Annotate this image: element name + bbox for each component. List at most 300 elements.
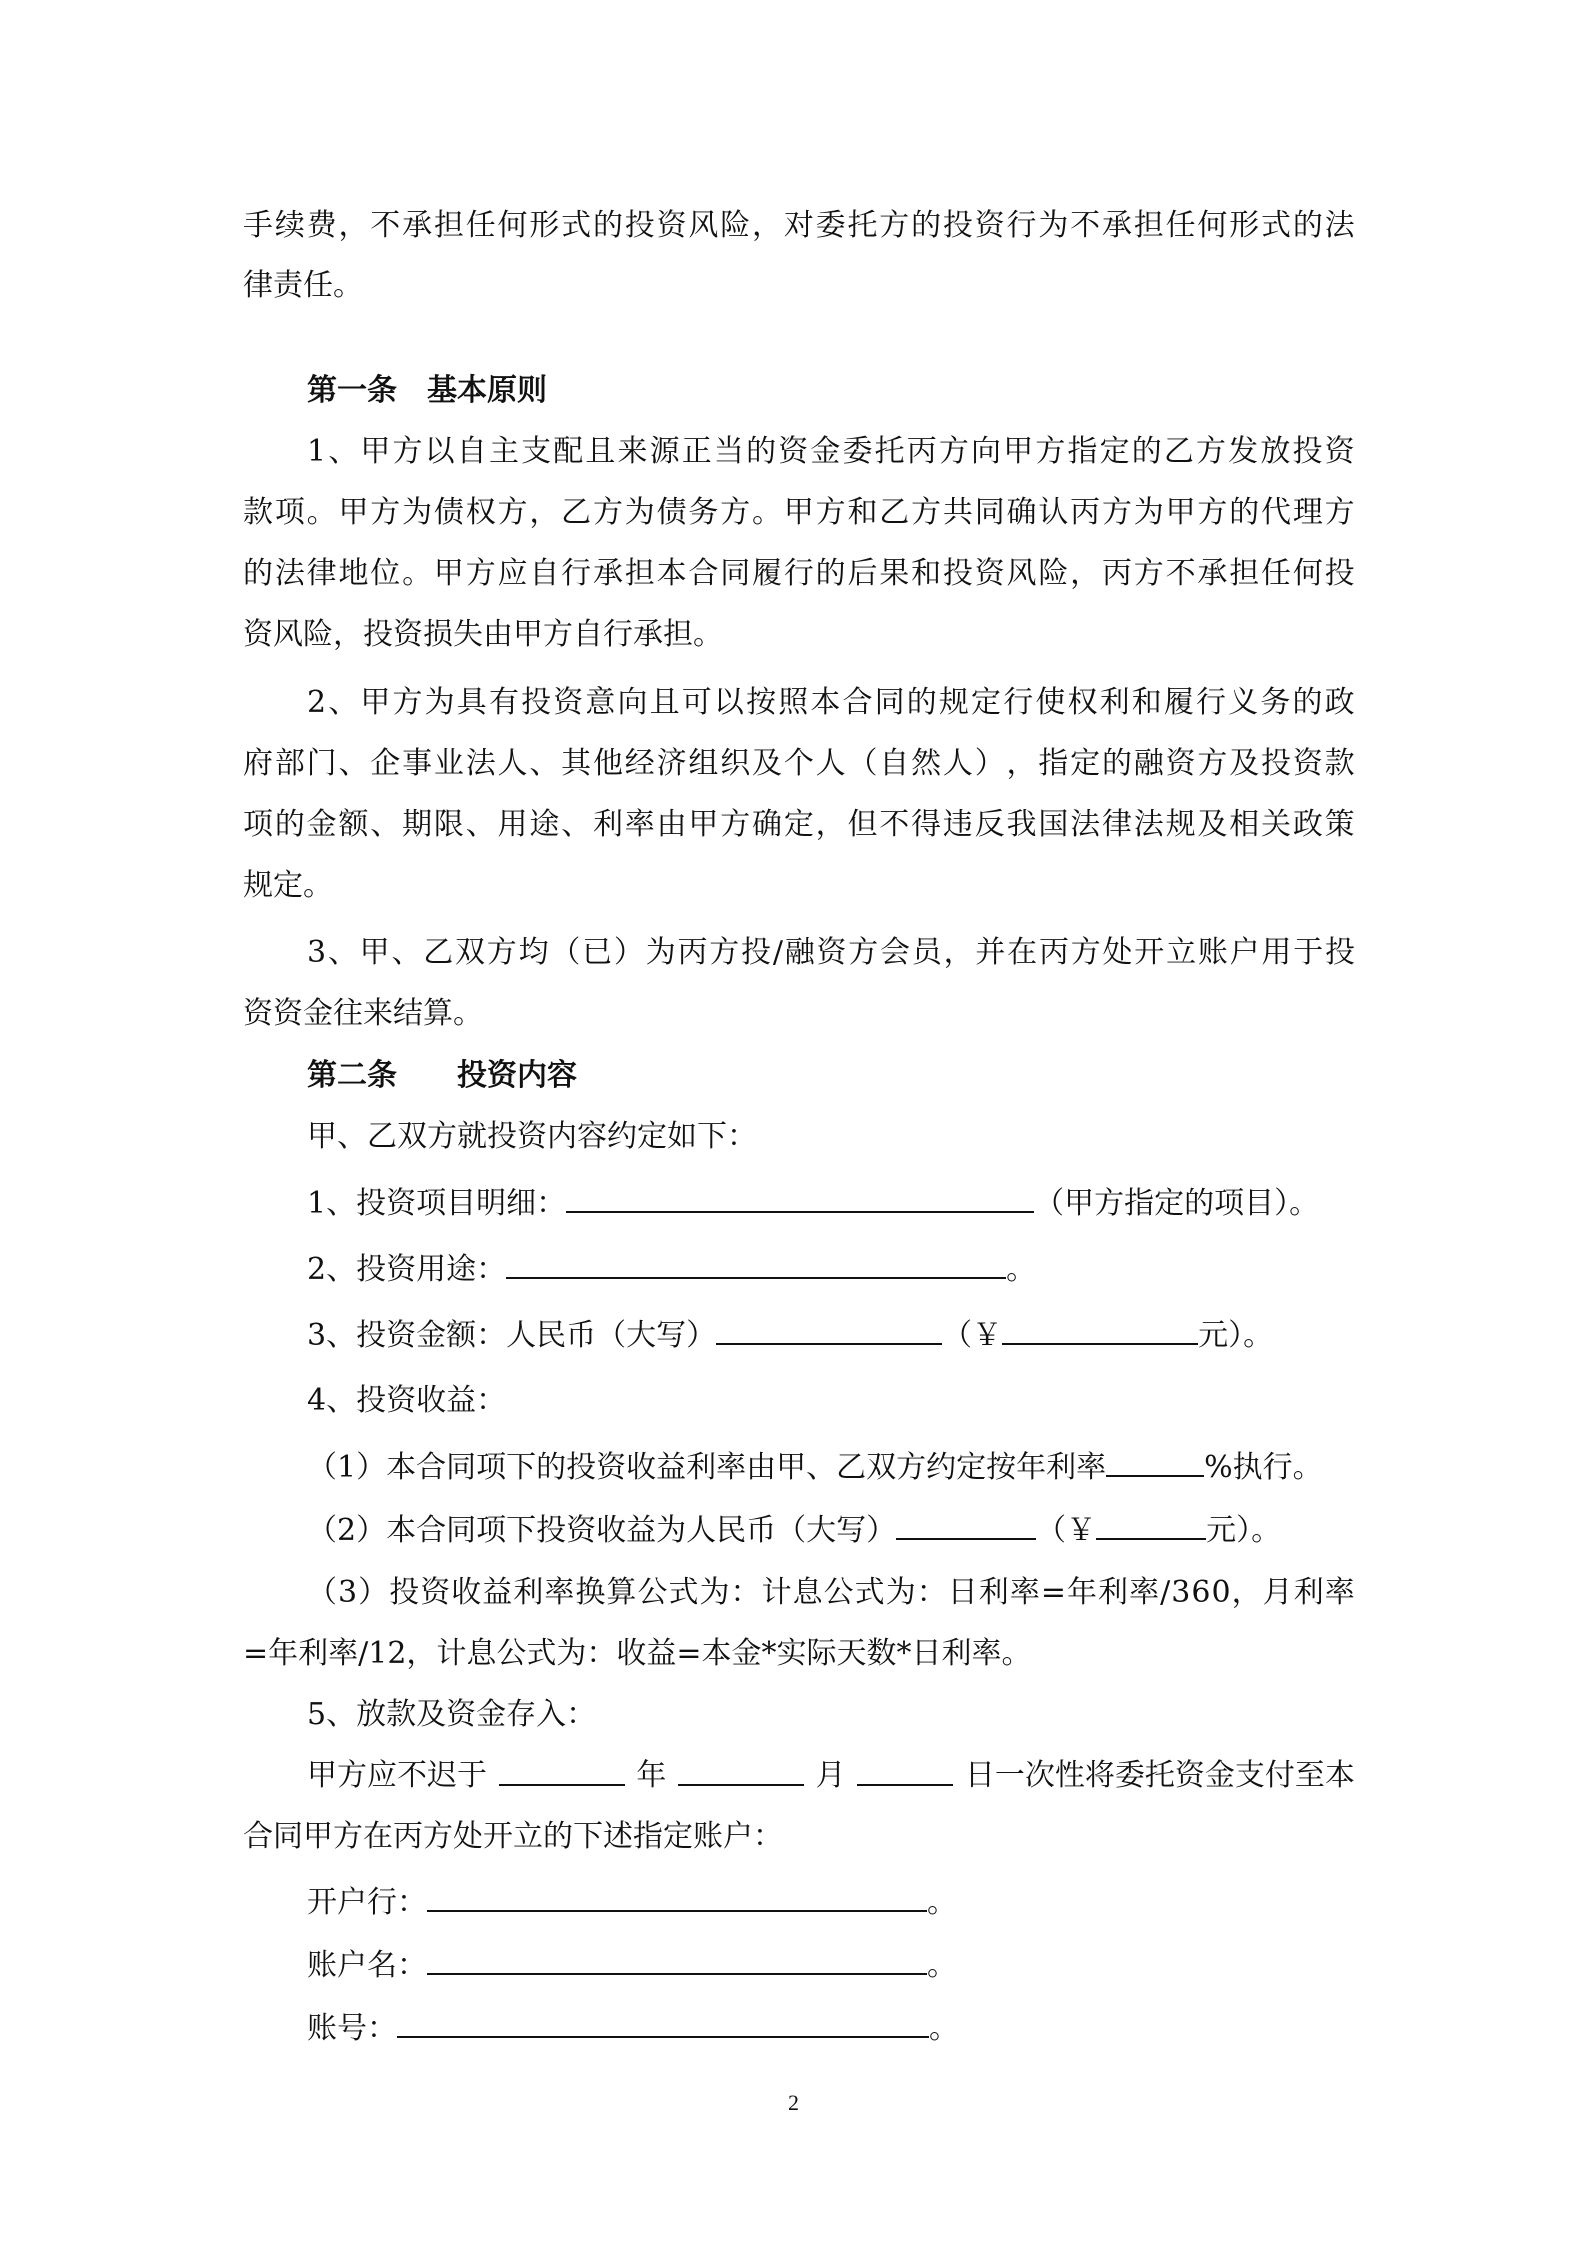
glyph: 投 [1292, 434, 1323, 469]
glyph: 方 [497, 495, 528, 530]
glyph: 乙 [423, 935, 454, 970]
glyph: 委 [815, 208, 846, 243]
glyph: ， [1070, 556, 1101, 591]
glyph: 形 [529, 208, 560, 243]
glyph: 途 [529, 807, 560, 842]
glyph: 风 [1006, 556, 1037, 591]
glyph: 个 [783, 746, 814, 781]
glyph: 式 [854, 1575, 885, 1610]
glyph: 行 [561, 556, 592, 591]
glyph: 利 [513, 1575, 544, 1610]
form-line-bank [307, 1882, 957, 1923]
glyph: 甲 [359, 935, 390, 970]
glyph: 同 [874, 685, 905, 720]
glyph: 方 [370, 495, 401, 530]
glyph: （ [847, 746, 878, 781]
glyph: 担 [1133, 208, 1164, 243]
text: （2）本合同项下投资收益为人民币（大写） [307, 1513, 897, 1548]
glyph: 方 [1070, 935, 1101, 970]
article-heading: 第二条 投资内容 [307, 1058, 577, 1093]
glyph: 算 [606, 1575, 637, 1610]
glyph: 企 [370, 746, 401, 781]
glyph: 率 [544, 1575, 575, 1610]
glyph: 确 [752, 807, 782, 842]
glyph: 任 [465, 208, 496, 243]
glyph: 承 [402, 208, 433, 243]
text: 2、投资用途： [307, 1252, 507, 1287]
glyph: 理 [1292, 495, 1323, 530]
glyph: 均 [518, 935, 549, 970]
text: （甲方指定的项目）。 [1034, 1186, 1320, 1221]
glyph: 支 [521, 434, 552, 469]
page-number: 2 [788, 2090, 799, 2115]
glyph: 0 [1211, 1575, 1231, 1610]
text: 。 [929, 2011, 959, 2046]
glyph: 共 [942, 495, 973, 530]
glyph: 乙 [879, 495, 910, 530]
paragraph-line [243, 493, 1355, 533]
glyph: 放 [1260, 434, 1291, 469]
glyph: 自 [879, 746, 910, 781]
glyph: 代 [1261, 495, 1291, 530]
glyph: / [1160, 1575, 1171, 1610]
glyph: 行 [1003, 685, 1034, 720]
glyph: 额 [338, 807, 369, 842]
glyph: 乙 [1163, 434, 1194, 469]
amount-uppercase-blank[interactable] [716, 1315, 942, 1345]
glyph: 履 [752, 556, 782, 591]
glyph: 方 [1197, 495, 1228, 530]
glyph: 业 [433, 746, 464, 781]
glyph: 承 [1101, 208, 1132, 243]
glyph: 不 [370, 208, 401, 243]
glyph: 户 [1229, 935, 1260, 970]
glyph: 投 [389, 1575, 420, 1610]
glyph: 投 [1261, 746, 1291, 781]
glyph: 的 [746, 434, 777, 469]
glyph: 何 [497, 208, 528, 243]
glyph: 承 [1197, 556, 1228, 591]
glyph: 及 [1197, 807, 1228, 842]
paragraph-line [307, 1573, 1355, 1613]
glyph: 甲 [433, 556, 464, 591]
glyph: 得 [911, 807, 942, 842]
glyph: 正 [681, 434, 712, 469]
text: 日一次性将委托资金支付至本 [964, 1758, 1355, 1793]
glyph: 定 [783, 807, 814, 842]
glyph: 确 [1006, 495, 1037, 530]
glyph: 人 [497, 746, 528, 781]
paragraph-line [243, 805, 1355, 845]
glyph: 立 [1166, 935, 1197, 970]
glyph: 、 [338, 746, 369, 781]
glyph: 益 [482, 1575, 513, 1610]
glyph: 托 [874, 434, 905, 469]
paragraph-line [307, 933, 1355, 973]
glyph: 务 [1260, 685, 1291, 720]
glyph: 及 [752, 746, 782, 781]
purpose-blank[interactable] [506, 1249, 1006, 1279]
text: 元）。 [1206, 1513, 1282, 1548]
glyph: ， [1006, 746, 1037, 781]
glyph: 、 [465, 807, 496, 842]
glyph: 于 [1293, 935, 1324, 970]
glyph: 方 [1324, 495, 1355, 530]
glyph: 他 [592, 746, 623, 781]
glyph: 利 [1293, 1575, 1324, 1610]
glyph: 策 [1324, 807, 1355, 842]
glyph: 托 [847, 208, 878, 243]
bank-blank[interactable] [427, 1882, 927, 1912]
glyph: 承 [592, 556, 623, 591]
glyph: 可 [681, 685, 712, 720]
glyph: 履 [1163, 685, 1194, 720]
glyph: 应 [497, 556, 528, 591]
glyph: 地 [338, 556, 369, 591]
glyph: 率 [1324, 1575, 1355, 1610]
glyph: 的 [274, 807, 305, 842]
glyph: 项 [274, 495, 305, 530]
text: （￥ [942, 1318, 1003, 1353]
glyph: 率 [1009, 1575, 1040, 1610]
glyph: 照 [778, 685, 809, 720]
glyph: 日 [947, 1575, 978, 1610]
glyph: 的 [1292, 208, 1323, 243]
glyph: 限 [433, 807, 464, 842]
glyph: 用 [1261, 935, 1292, 970]
glyph: 指 [1067, 434, 1098, 469]
year-blank[interactable] [499, 1756, 625, 1786]
glyph: 处 [1102, 935, 1133, 970]
glyph: 以 [713, 685, 744, 720]
glyph: 利 [592, 807, 623, 842]
glyph: 险 [1038, 556, 1069, 591]
glyph: 任 [1165, 208, 1196, 243]
glyph: 投 [1324, 935, 1355, 970]
glyph: 息 [792, 1575, 823, 1610]
glyph: 债 [433, 495, 464, 530]
glyph: 何 [1292, 556, 1323, 591]
glyph: 资 [1292, 746, 1323, 781]
glyph: 为 [699, 1575, 730, 1610]
glyph: 式 [668, 1575, 699, 1610]
glyph: 为 [645, 935, 676, 970]
glyph: 法 [1324, 208, 1355, 243]
glyph: 人 [942, 746, 973, 781]
glyph: 法 [274, 556, 305, 591]
glyph: 行 [1196, 685, 1227, 720]
glyph: 务 [688, 495, 719, 530]
month-blank[interactable] [678, 1756, 804, 1786]
glyph: 方 [1133, 556, 1164, 591]
text: 账号： [307, 2011, 397, 2046]
glyph: （ [550, 935, 581, 970]
glyph: 双 [455, 935, 485, 970]
glyph: 为 [402, 495, 433, 530]
glyph: 事 [402, 746, 433, 781]
text: 1、投资项目明细： [307, 1186, 567, 1221]
glyph: 当 [713, 434, 744, 469]
glyph: 甲 [360, 434, 391, 469]
glyph: 行 [1006, 208, 1037, 243]
income-number-blank[interactable] [1096, 1510, 1206, 1540]
glyph: 反 [974, 807, 1005, 842]
glyph: 向 [971, 434, 1002, 469]
paragraph-line: 规定。 [243, 868, 333, 903]
glyph: 织 [720, 746, 751, 781]
form-line-account-number [307, 2008, 959, 2049]
glyph: 不 [1070, 208, 1101, 243]
article-heading: 第一条 基本原则 [307, 373, 547, 408]
paragraph-line [243, 744, 1355, 784]
glyph: 融 [1133, 746, 1164, 781]
glyph: 员 [911, 935, 942, 970]
glyph: 关 [1261, 807, 1291, 842]
paragraph-line: 律责任。 [243, 268, 363, 303]
glyph: 年 [1067, 1575, 1098, 1610]
form-line-purpose [307, 1249, 1036, 1290]
glyph: 投 [942, 208, 973, 243]
glyph: 的 [243, 556, 273, 591]
glyph: 用 [497, 807, 528, 842]
glyph: 3 [307, 935, 327, 970]
glyph: ， [943, 935, 974, 970]
glyph: 来 [617, 434, 648, 469]
glyph: 率 [1129, 1575, 1160, 1610]
glyph: 法 [465, 746, 496, 781]
glyph: 和 [1131, 685, 1162, 720]
glyph: / [772, 935, 783, 970]
glyph: = [1040, 1575, 1066, 1610]
paragraph-line [243, 206, 1355, 246]
glyph: 账 [1197, 935, 1228, 970]
glyph: 向 [617, 685, 648, 720]
glyph: 指 [1038, 746, 1069, 781]
glyph: 3 [1171, 1575, 1191, 1610]
text: 元）。 [1198, 1318, 1274, 1353]
glyph: 2 [307, 685, 327, 720]
glyph: 资 [816, 935, 847, 970]
glyph: 续 [274, 208, 305, 243]
glyph: 规 [938, 685, 969, 720]
glyph: 融 [784, 935, 815, 970]
glyph: 、 [370, 807, 401, 842]
glyph: 主 [488, 434, 519, 469]
glyph: 意 [585, 685, 616, 720]
amount-number-blank[interactable] [1002, 1315, 1198, 1345]
glyph: 。 [306, 495, 337, 530]
glyph: 丙 [1101, 556, 1132, 591]
glyph: 方 [709, 935, 740, 970]
glyph: 。 [752, 495, 782, 530]
glyph: 丙 [1038, 935, 1069, 970]
glyph: 方 [465, 556, 496, 591]
glyph: 部 [274, 746, 305, 781]
glyph: 不 [1165, 556, 1196, 591]
glyph: 风 [688, 208, 719, 243]
glyph: 以 [424, 434, 455, 469]
glyph: 果 [879, 556, 910, 591]
glyph: 本 [810, 685, 841, 720]
glyph: 的 [906, 685, 937, 720]
glyph: 定 [1099, 434, 1130, 469]
glyph: 甲 [1003, 434, 1034, 469]
glyph: 险 [720, 208, 751, 243]
glyph: 丙 [677, 935, 708, 970]
glyph: 资 [553, 685, 584, 720]
glyph: 方 [1197, 746, 1228, 781]
form-line-amount [307, 1315, 1273, 1356]
glyph: 利 [978, 1575, 1009, 1610]
paragraph-line: 合同甲方在丙方处开立的下述指定账户： [243, 1819, 783, 1854]
glyph: 有 [488, 685, 519, 720]
glyph: 方 [592, 495, 623, 530]
glyph: 为 [624, 495, 655, 530]
glyph: 及 [1229, 746, 1260, 781]
glyph: 政 [1324, 685, 1355, 720]
glyph: 的 [1229, 495, 1260, 530]
glyph: 为 [424, 685, 455, 720]
glyph: 同 [974, 495, 1005, 530]
glyph: 方 [848, 935, 879, 970]
glyph: 、 [328, 685, 359, 720]
text: 账户名： [307, 1948, 427, 1983]
glyph: 法 [1133, 807, 1164, 842]
glyph: 的 [815, 556, 846, 591]
glyph: 甲 [360, 685, 391, 720]
glyph: 律 [1101, 807, 1132, 842]
glyph: 权 [1067, 685, 1098, 720]
glyph: 我 [1006, 807, 1037, 842]
glyph: 投 [1324, 556, 1355, 591]
glyph: 方 [938, 434, 969, 469]
glyph: 合 [842, 685, 873, 720]
glyph: 的 [1292, 685, 1323, 720]
glyph: ） [358, 1575, 389, 1610]
glyph: ） [974, 746, 1005, 781]
glyph: 公 [823, 1575, 854, 1610]
paragraph-line [307, 683, 1355, 723]
glyph: 行 [783, 556, 814, 591]
account-name-blank[interactable] [427, 1945, 927, 1975]
glyph: ： [916, 1575, 947, 1610]
glyph: 配 [553, 434, 584, 469]
glyph: 收 [451, 1575, 482, 1610]
glyph: 月 [1262, 1575, 1293, 1610]
glyph: 担 [1229, 556, 1260, 591]
paragraph-line [243, 554, 1355, 594]
glyph: 为 [1038, 208, 1069, 243]
glyph: ， [529, 495, 560, 530]
glyph: 权 [465, 495, 496, 530]
glyph: 且 [585, 434, 616, 469]
account-number-blank[interactable] [397, 2008, 929, 2038]
glyph: 金 [306, 807, 337, 842]
text: 年 [636, 1758, 667, 1793]
glyph: 式 [1261, 208, 1291, 243]
paragraph-line: 5、放款及资金存入： [307, 1697, 597, 1732]
glyph: 组 [688, 746, 719, 781]
glyph: 方 [720, 495, 751, 530]
glyph: 会 [880, 935, 911, 970]
glyph: 甲 [338, 495, 369, 530]
glyph: 项 [243, 807, 273, 842]
paragraph-line [307, 432, 1355, 472]
glyph: 乙 [561, 495, 592, 530]
glyph: 方 [911, 495, 942, 530]
glyph: 合 [688, 556, 719, 591]
paragraph-line: 资资金往来结算。 [243, 996, 483, 1031]
glyph: 何 [1197, 208, 1228, 243]
glyph: 源 [649, 434, 680, 469]
glyph: 经 [624, 746, 655, 781]
text: 3、投资金额：人民币（大写） [307, 1318, 717, 1353]
annual-rate-blank[interactable] [1106, 1447, 1204, 1477]
income-uppercase-blank[interactable] [896, 1510, 1036, 1540]
glyph: 投 [521, 685, 552, 720]
glyph: 任 [1261, 556, 1291, 591]
glyph: 方 [815, 495, 846, 530]
glyph: ， [338, 208, 369, 243]
glyph: 、 [328, 434, 359, 469]
glyph: 开 [1134, 935, 1165, 970]
glyph: 为 [1133, 495, 1164, 530]
glyph: 同 [720, 556, 751, 591]
project-detail-blank[interactable] [566, 1183, 1034, 1213]
glyph: 但 [847, 807, 878, 842]
glyph: 按 [746, 685, 777, 720]
glyph: 并 [975, 935, 1006, 970]
text: %执行。 [1204, 1450, 1323, 1485]
glyph: 定 [971, 685, 1002, 720]
glyph: 委 [842, 434, 873, 469]
glyph: 资 [974, 208, 1005, 243]
glyph: 手 [243, 208, 273, 243]
glyph: 义 [1228, 685, 1259, 720]
day-blank[interactable] [857, 1756, 953, 1786]
text: （1）本合同项下的投资收益利率由甲、乙双方约定按年利率 [307, 1450, 1107, 1485]
glyph: 投 [741, 935, 772, 970]
form-line-account-name [307, 1945, 957, 1986]
glyph: 济 [656, 746, 687, 781]
glyph: 和 [911, 556, 942, 591]
glyph: 门 [306, 746, 337, 781]
glyph: 、 [529, 746, 560, 781]
glyph: 率 [624, 807, 655, 842]
paragraph-line: 资风险，投资损失由甲方自行承担。 [243, 617, 723, 652]
text: （￥ [1036, 1513, 1097, 1548]
glyph: 后 [847, 556, 878, 591]
glyph: （ [307, 1575, 337, 1610]
glyph: ） [613, 935, 644, 970]
glyph: 的 [1131, 434, 1162, 469]
glyph: 资 [420, 1575, 451, 1610]
glyph: 不 [879, 807, 910, 842]
glyph: 、 [327, 935, 358, 970]
text: 开户行： [307, 1885, 427, 1920]
glyph: 方 [392, 685, 423, 720]
glyph: 法 [1070, 807, 1101, 842]
paragraph-line: 4、投资收益： [307, 1383, 507, 1418]
glyph: 人 [815, 746, 846, 781]
glyph: 规 [1165, 807, 1196, 842]
glyph: 然 [911, 746, 942, 781]
form-line-date [307, 1756, 1355, 1796]
glyph: 费 [306, 208, 337, 243]
glyph: 期 [402, 807, 433, 842]
glyph: 方 [879, 208, 910, 243]
glyph: 投 [942, 556, 973, 591]
